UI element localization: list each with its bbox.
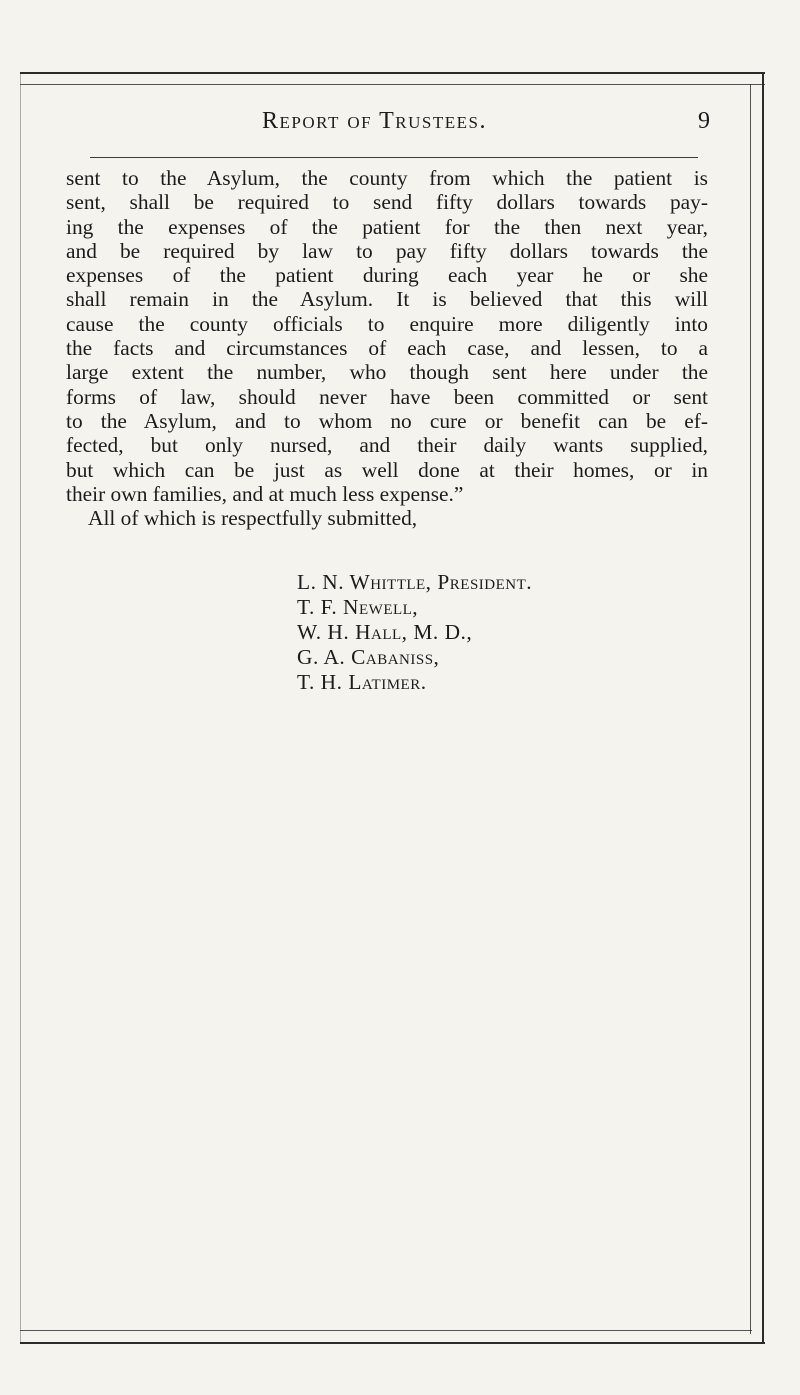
page-border-bottom <box>20 1342 765 1344</box>
signature-block <box>297 570 532 695</box>
signature-trustee: T. F. Newell, <box>297 595 419 619</box>
page-number: 9 <box>698 108 710 134</box>
body-line: their own families, and at much less expense.” <box>66 481 464 506</box>
body-line: large extent the number, who though sent here under the <box>66 360 708 385</box>
body-line: sent, shall be required to send fifty dollars towards pay- <box>66 190 708 215</box>
signature-trustee: W. H. Hall, M. D., <box>297 620 473 644</box>
signature-president: L. N. Whittle, President. <box>297 570 533 594</box>
page-border-right-inner <box>750 84 751 1334</box>
body-line: ing the expenses of the patient for the then next year, <box>66 214 708 239</box>
page-border-right <box>762 72 764 1344</box>
page-header <box>90 108 710 138</box>
page-border-bottom-inner <box>20 1330 752 1331</box>
running-title: Report of Trustees. <box>262 108 487 134</box>
page-border-top-inner <box>20 84 765 85</box>
body-line: forms of law, should never have been committed or sent <box>66 384 708 409</box>
body-line: and be required by law to pay fifty dollars towards the <box>66 238 708 263</box>
body-line: fected, but only nursed, and their daily wants supplied, <box>66 433 708 458</box>
page-border-left <box>20 72 21 1344</box>
signature-trustee: T. H. Latimer. <box>297 670 427 694</box>
body-line: shall remain in the Asylum. It is believed that this will <box>66 287 708 312</box>
body-line: the facts and circumstances of each case, and lessen, to a <box>66 336 708 361</box>
body-line: sent to the Asylum, the county from which the patient is <box>66 166 708 190</box>
body-line: cause the county officials to enquire more diligently into <box>66 311 708 336</box>
body-line: but which can be just as well done at their homes, or in <box>66 457 708 482</box>
report-body <box>66 166 708 530</box>
body-line: to the Asylum, and to whom no cure or benefit can be ef- <box>66 408 708 433</box>
body-line: expenses of the patient during each year he or she <box>66 263 708 288</box>
page-border-top <box>20 72 765 74</box>
signature-trustee: G. A. Cabaniss, <box>297 645 440 669</box>
header-divider <box>90 157 698 158</box>
closing-line: All of which is respectfully submitted, <box>88 506 418 531</box>
